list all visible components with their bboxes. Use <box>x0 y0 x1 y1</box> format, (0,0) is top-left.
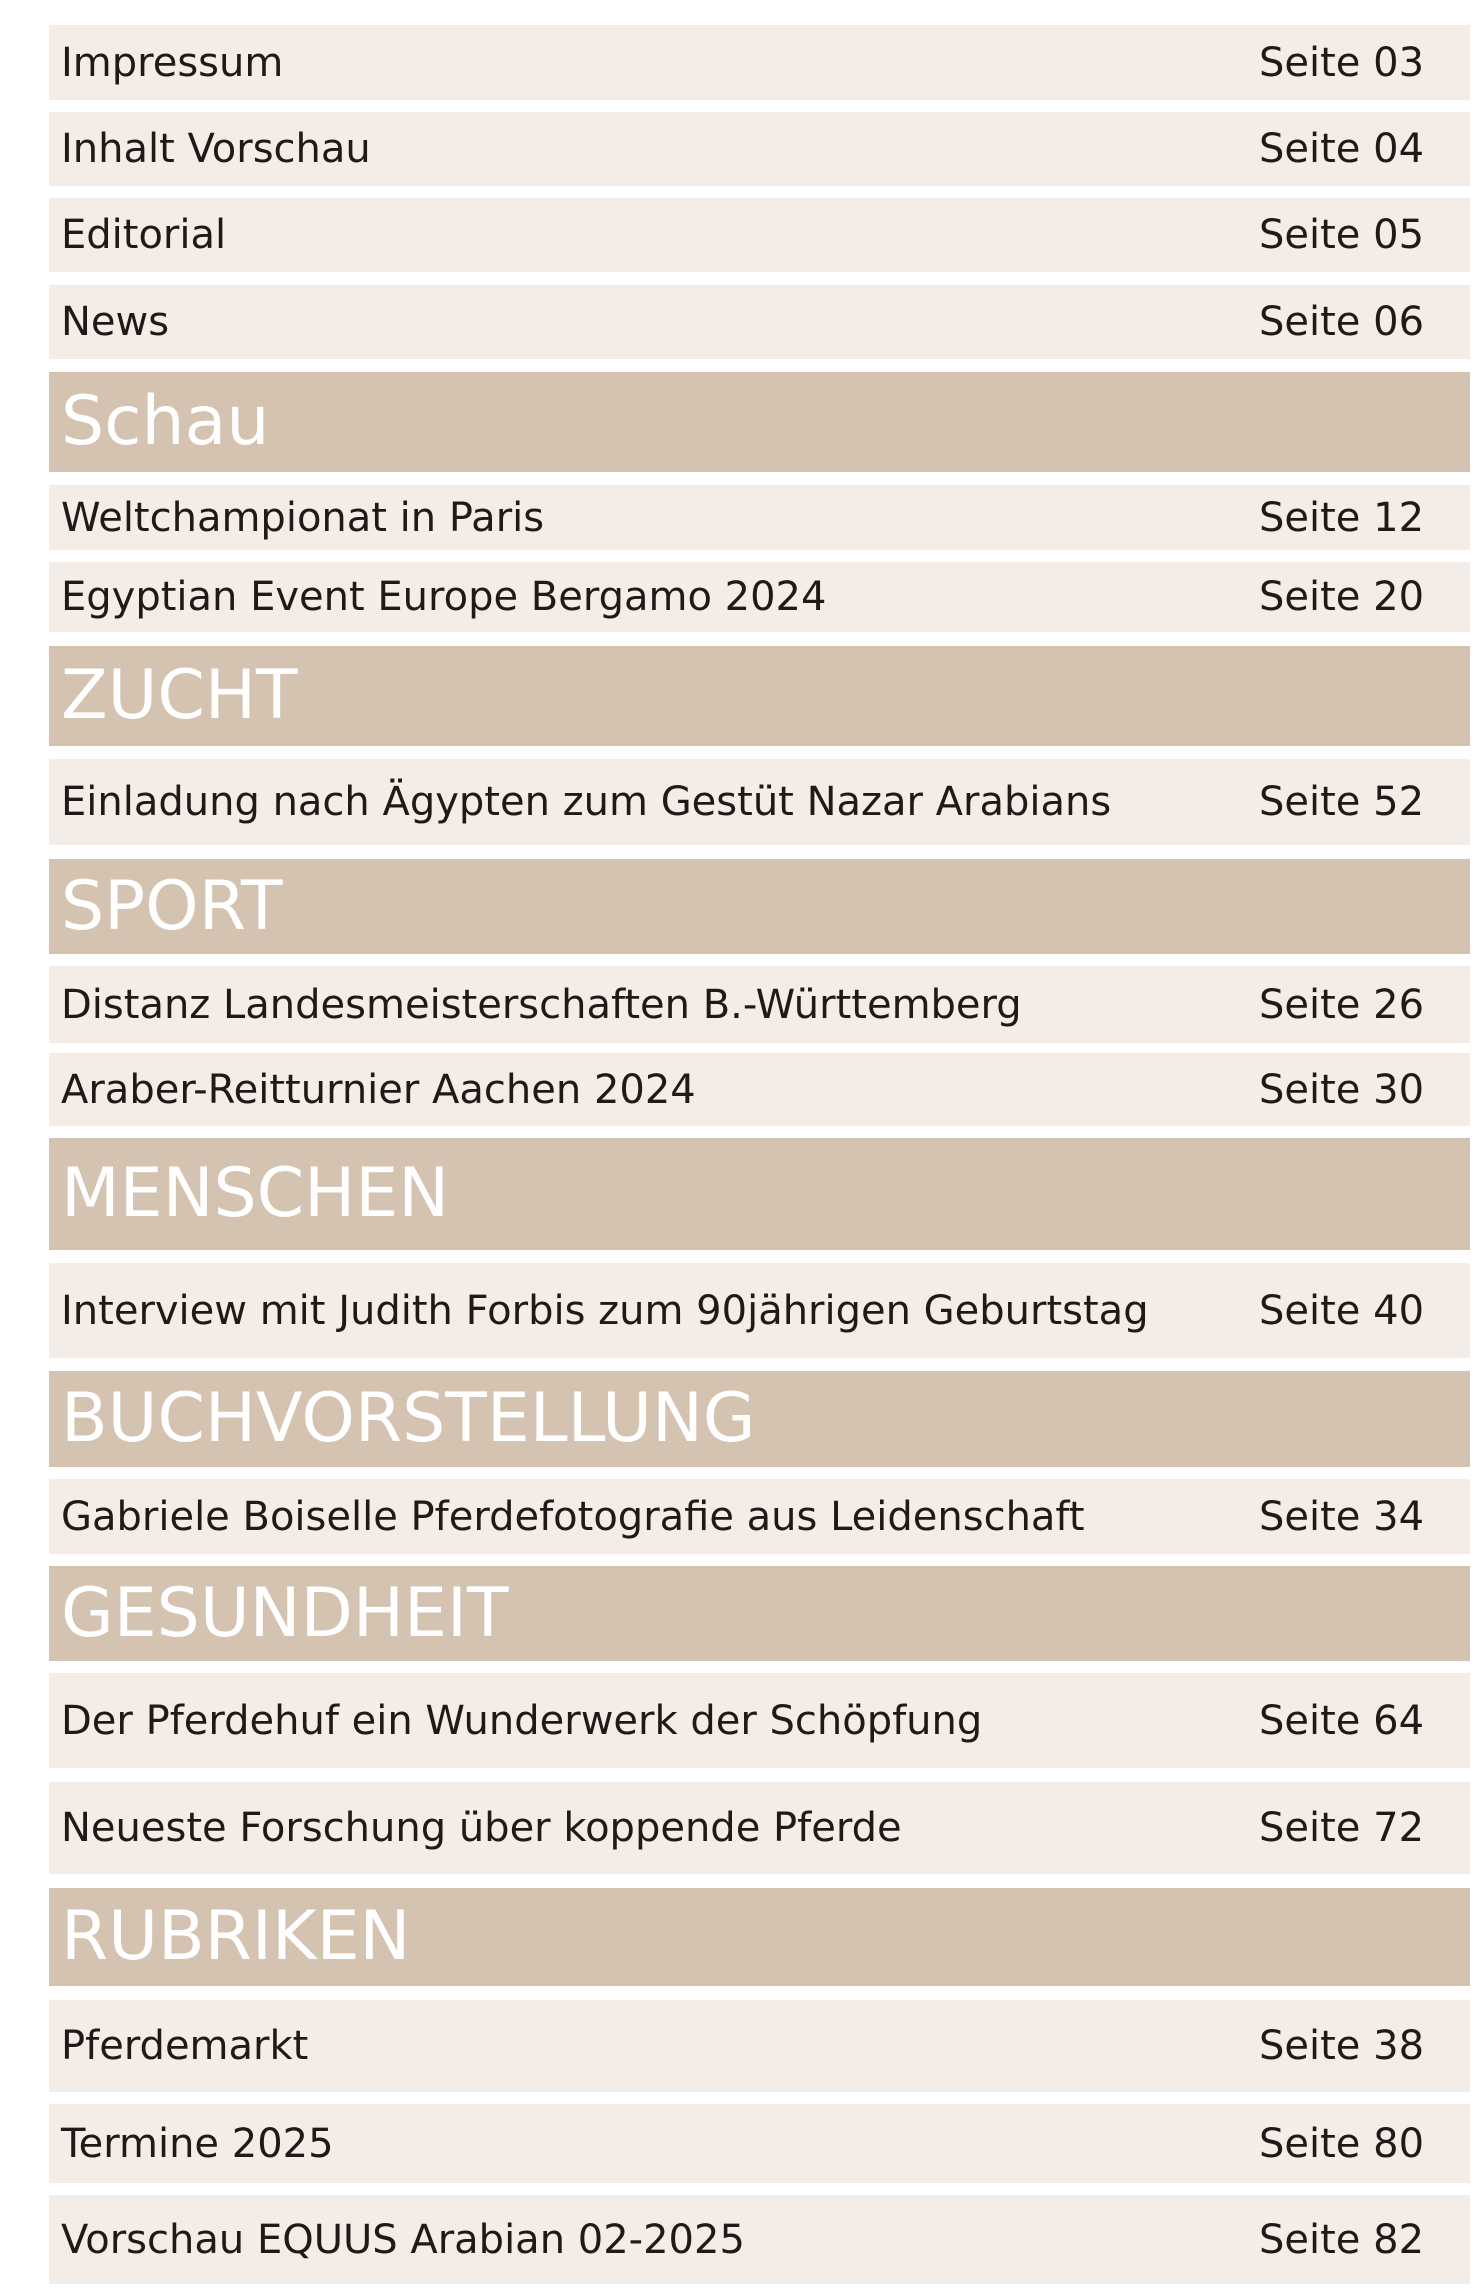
toc-entry-title: Distanz Landesmeisterschaften B.-Württemberg <box>61 981 1022 1028</box>
toc-entry-title: Araber-Reitturnier Aachen 2024 <box>61 1066 696 1113</box>
toc-entry-title: Einladung nach Ägypten zum Gestüt Nazar Arabians <box>61 779 1112 825</box>
toc-entry-pferdehuf[interactable] <box>49 1673 1470 1768</box>
toc-entry-page: Seite 05 <box>1259 212 1425 258</box>
toc-entry-title: Editorial <box>61 212 227 258</box>
toc-entry-title: Pferdemarkt <box>61 2023 309 2069</box>
section-header-zucht <box>49 646 1470 746</box>
toc-entry-news[interactable] <box>49 285 1470 359</box>
toc-entry-title: News <box>61 299 170 345</box>
toc-entry-impressum[interactable] <box>49 25 1470 100</box>
toc-entry-page: Seite 64 <box>1259 1697 1425 1744</box>
toc-entry-title: Termine 2025 <box>61 2120 334 2167</box>
toc-entry-inhalt-vorschau[interactable] <box>49 112 1470 186</box>
toc-entry-pferdemarkt[interactable] <box>49 2000 1470 2092</box>
section-heading: ZUCHT <box>61 656 298 735</box>
toc-entry-page: Seite 30 <box>1259 1066 1425 1113</box>
section-heading: SPORT <box>61 866 283 946</box>
toc-entry-title: Vorschau EQUUS Arabian 02-2025 <box>61 2216 745 2263</box>
toc-entry-distanz[interactable] <box>49 966 1470 1043</box>
toc-entry-page: Seite 20 <box>1259 574 1425 620</box>
section-heading: RUBRIKEN <box>61 1897 411 1976</box>
section-heading: MENSCHEN <box>61 1154 450 1233</box>
toc-entry-title: Weltchampionat in Paris <box>61 494 545 541</box>
toc-entry-page: Seite 12 <box>1259 494 1425 541</box>
section-header-menschen <box>49 1138 1470 1250</box>
toc-entry-page: Seite 03 <box>1259 39 1425 86</box>
section-heading: GESUNDHEIT <box>61 1573 509 1653</box>
toc-entry-page: Seite 72 <box>1259 1805 1425 1851</box>
section-header-schau <box>49 372 1470 472</box>
toc-entry-title: Der Pferdehuf ein Wunderwerk der Schöpfung <box>61 1697 983 1744</box>
toc-entry-weltchampionat[interactable] <box>49 485 1470 550</box>
toc-entry-title: Interview mit Judith Forbis zum 90jährigen Geburtstag <box>61 1287 1149 1334</box>
toc-entry-editorial[interactable] <box>49 198 1470 272</box>
toc-entry-koppende-pferde[interactable] <box>49 1782 1470 1874</box>
section-heading: BUCHVORSTELLUNG <box>61 1379 756 1458</box>
toc-entry-einladung-aegypten[interactable] <box>49 759 1470 845</box>
toc-entry-title: Gabriele Boiselle Pferdefotografie aus Leidenschaft <box>61 1493 1085 1540</box>
toc-entry-page: Seite 40 <box>1259 1287 1425 1334</box>
toc-entry-termine[interactable] <box>49 2104 1470 2183</box>
section-header-gesundheit <box>49 1566 1470 1661</box>
toc-entry-title: Inhalt Vorschau <box>61 126 371 172</box>
toc-entry-vorschau-equus[interactable] <box>49 2195 1470 2284</box>
toc-entry-interview[interactable] <box>49 1263 1470 1358</box>
toc-entry-page: Seite 82 <box>1259 2216 1425 2263</box>
section-header-buchvorstellung <box>49 1371 1470 1467</box>
toc-entry-page: Seite 38 <box>1259 2023 1425 2069</box>
toc-entry-title: Neueste Forschung über koppende Pferde <box>61 1805 902 1851</box>
toc-entry-page: Seite 80 <box>1259 2120 1425 2167</box>
toc-entry-title: Impressum <box>61 39 284 86</box>
toc-entry-page: Seite 26 <box>1259 981 1425 1028</box>
toc-entry-page: Seite 52 <box>1259 779 1425 825</box>
section-header-rubriken <box>49 1888 1470 1986</box>
section-heading: Schau <box>61 382 270 461</box>
toc-entry-page: Seite 34 <box>1259 1493 1425 1540</box>
toc-entry-page: Seite 06 <box>1259 299 1425 345</box>
toc-entry-egyptian-event[interactable] <box>49 562 1470 632</box>
toc-entry-page: Seite 04 <box>1259 126 1425 172</box>
toc-entry-boiselle[interactable] <box>49 1479 1470 1554</box>
toc-entry-title: Egyptian Event Europe Bergamo 2024 <box>61 574 827 620</box>
section-header-sport <box>49 859 1470 954</box>
toc-entry-aachen[interactable] <box>49 1053 1470 1126</box>
